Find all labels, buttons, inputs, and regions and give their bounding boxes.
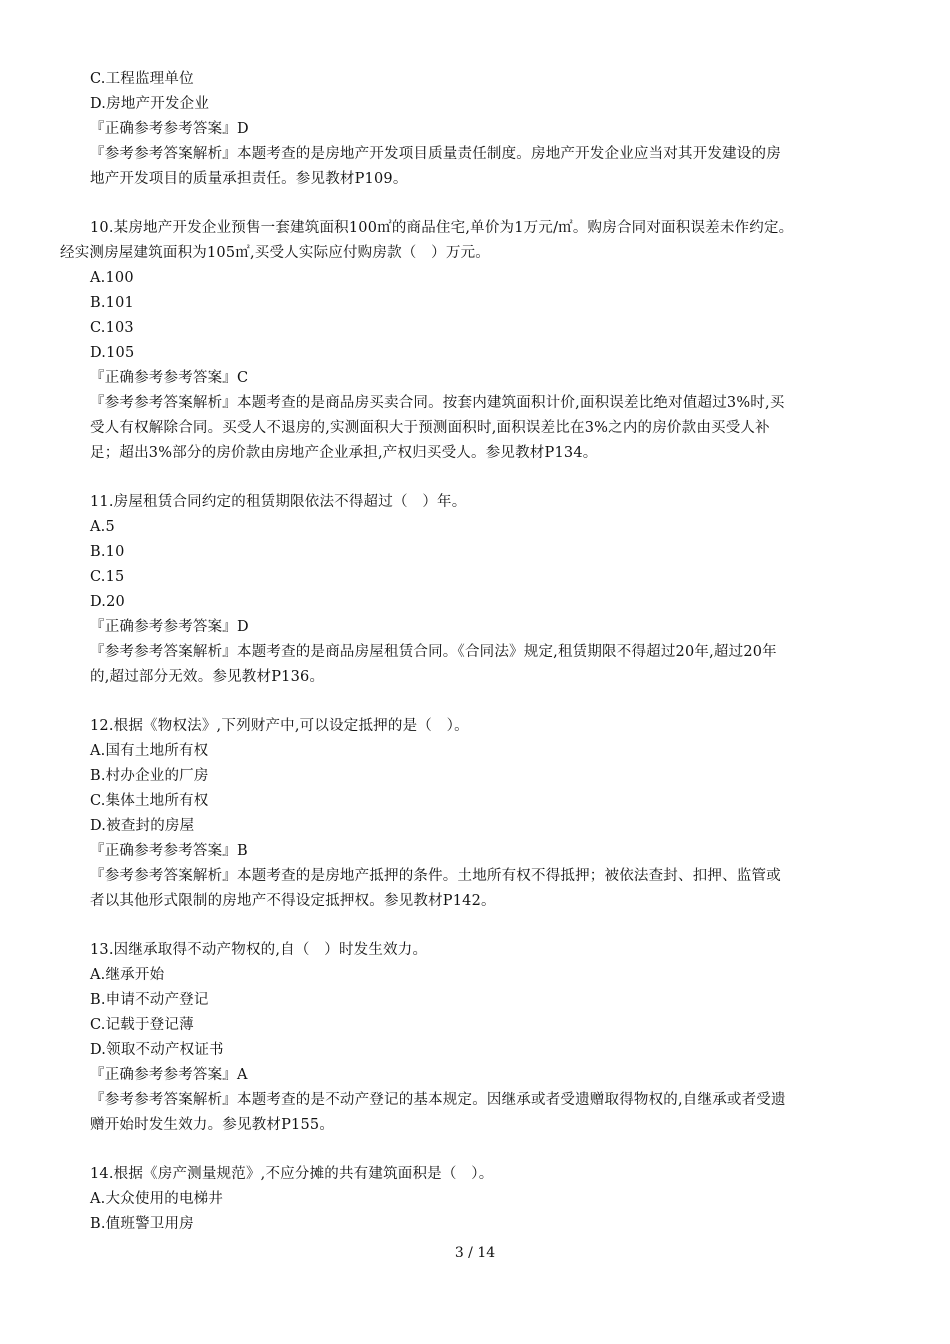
explanation-line: 『参考参考答案解析』本题考查的是房地产抵押的条件。土地所有权不得抵押；被依法查封、扣押、监管或 [90,868,781,884]
page-number: 3 / 14 [454,1245,496,1261]
question-line: 12.根据《物权法》,下列财产中,可以设定抵押的是（ ）。 [90,718,469,734]
option-line: D.20 [90,594,125,610]
explanation-line: 受人有权解除合同。买受人不退房的,实测面积大于预测面积时,面积误差比在3%之内的房价款由买受人补 [90,420,770,436]
option-line: C.集体土地所有权 [90,793,209,809]
option-line: A.100 [90,270,134,286]
option-line: D.被查封的房屋 [90,818,195,834]
option-line: B.村办企业的厂房 [90,768,209,784]
option-line: C.15 [90,569,125,585]
option-line: B.10 [90,544,125,560]
answer-line: 『正确参考参考答案』A [90,1067,248,1083]
option-line: C.103 [90,320,134,336]
explanation-line: 『参考参考答案解析』本题考查的是不动产登记的基本规定。因继承或者受遗赠取得物权的,自继承或者受遗 [90,1092,786,1108]
option-line: A.5 [90,519,115,535]
explanation-line: 地产开发项目的质量承担责任。参见教材P109。 [90,171,408,187]
option-line: B.申请不动产登记 [90,992,209,1008]
option-line: C.工程监理单位 [90,71,194,87]
explanation-line: 足；超出3%部分的房价款由房地产企业承担,产权归买受人。参见教材P134。 [90,445,598,461]
option-line: A.继承开始 [90,967,165,983]
option-line: C.记载于登记薄 [90,1017,194,1033]
answer-line: 『正确参考参考答案』D [90,619,249,635]
explanation-line: 『参考参考答案解析』本题考查的是商品房买卖合同。按套内建筑面积计价,面积误差比绝对值超过3%时,买 [90,395,785,411]
explanation-line: 者以其他形式限制的房地产不得设定抵押权。参见教材P142。 [90,893,496,909]
option-line: D.领取不动产权证书 [90,1042,224,1058]
option-line: B.101 [90,295,134,311]
question-line: 14.根据《房产测量规范》,不应分摊的共有建筑面积是（ ）。 [90,1166,494,1182]
explanation-line: 『参考参考答案解析』本题考查的是房地产开发项目质量责任制度。房地产开发企业应当对其开发建设的房 [90,146,781,162]
question-line: 10.某房地产开发企业预售一套建筑面积100㎡的商品住宅,单价为1万元/㎡。购房合同对面积误差未作约定。 [90,220,794,236]
question-line: 11.房屋租赁合同约定的租赁期限依法不得超过（ ）年。 [90,494,467,510]
option-line: A.国有土地所有权 [90,743,209,759]
question-line: 经实测房屋建筑面积为105㎡,买受人实际应付购房款（ ）万元。 [60,245,490,261]
option-line: D.105 [90,345,135,361]
answer-line: 『正确参考参考答案』C [90,370,249,386]
answer-line: 『正确参考参考答案』D [90,121,249,137]
option-line: D.房地产开发企业 [90,96,210,112]
answer-line: 『正确参考参考答案』B [90,843,248,859]
option-line: B.值班警卫用房 [90,1216,194,1232]
option-line: A.大众使用的电梯井 [90,1191,224,1207]
explanation-line: 的,超过部分无效。参见教材P136。 [90,669,325,685]
question-line: 13.因继承取得不动产物权的,自（ ）时发生效力。 [90,942,428,958]
explanation-line: 赠开始时发生效力。参见教材P155。 [90,1117,335,1133]
explanation-line: 『参考参考答案解析』本题考查的是商品房屋租赁合同。《合同法》规定,租赁期限不得超过20年,超过20年 [90,644,777,660]
